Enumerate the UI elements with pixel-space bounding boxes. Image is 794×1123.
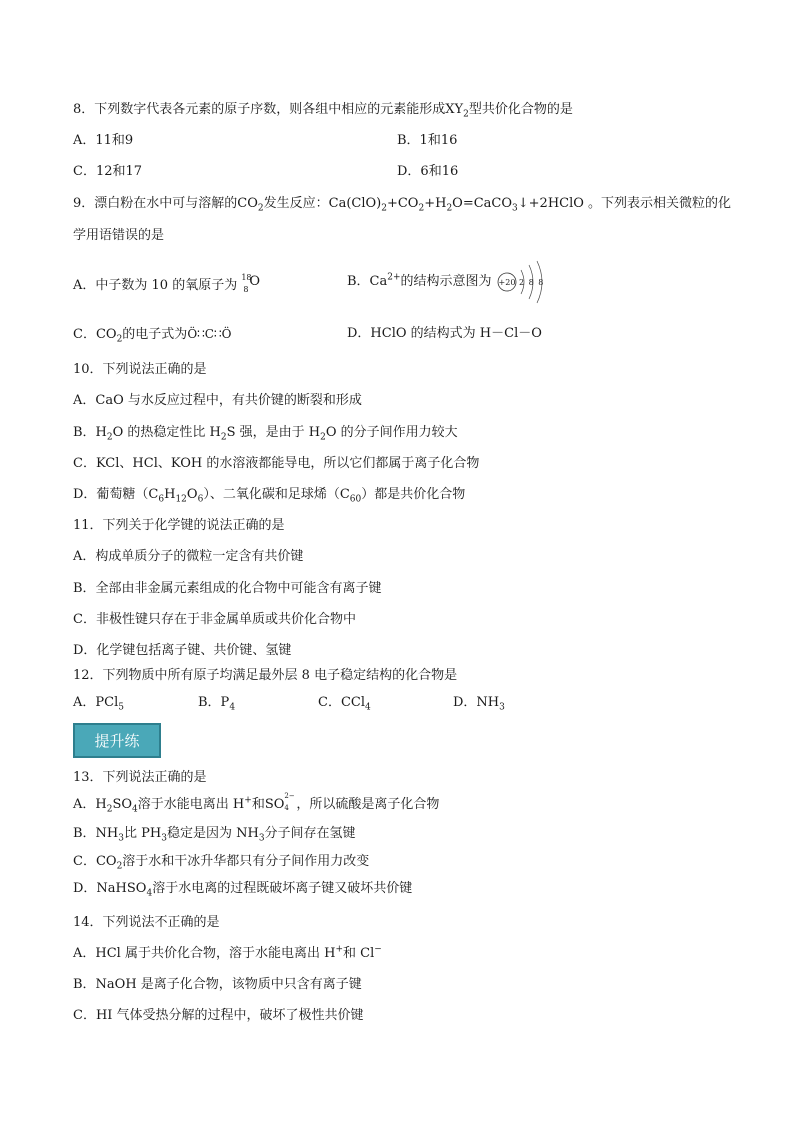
q9-option-c: C．$CO_2$的电子式为Ö∷C∷Ö <box>73 327 232 345</box>
q14-stem: 14．下列说法不正确的是 <box>73 915 220 930</box>
q10-option-a: A．CaO 与水反应过程中，有共价键的断裂和形成 <box>73 393 362 408</box>
nucleus-charge: +20 <box>498 278 516 287</box>
q10-option-c: C．KCl、HCl、KOH 的水溶液都能导电，所以它们都属于离子化合物 <box>73 456 480 471</box>
q13-stem: 13．下列说法正确的是 <box>73 770 207 785</box>
q12-option-a: A．PCl$_5$ <box>73 695 124 713</box>
section-banner: 提升练 <box>73 723 161 758</box>
q11-option-a: A．构成单质分子的微粒一定含有共价键 <box>73 549 304 564</box>
q10-option-b: B．$H_2O$ 的热稳定性比 $H_2S$ 强，是由于 $H_2O$ 的分子间作用力较大 <box>73 425 458 443</box>
q9-stem-line1: 9．漂白粉在水中可与溶解的$CO_2$发生反应：$Ca(ClO)_2+CO_2+H_2O=CaCO_3↓+2HClO$ 。下列表示相关微粒的化 <box>73 196 732 214</box>
q12-option-c: C．CCl$_4$ <box>318 695 371 713</box>
q8-option-a: A．11和9 <box>73 133 134 148</box>
q14-option-c: C．HI 气体受热分解的过程中，破坏了极性共价键 <box>73 1008 364 1023</box>
q11-option-d: D．化学键包括离子键、共价键、氢键 <box>73 643 292 658</box>
q10-stem: 10．下列说法正确的是 <box>73 362 207 377</box>
q9-option-b: B．$Ca^{2+}$的结构示意图为 <box>347 272 492 289</box>
q10-option-d: D．葡萄糖$(C_6H_{12}O_6)$、二氧化碳和足球烯$(C_{60})$都是共价化合物 <box>73 487 466 505</box>
oxygen-isotope-symbol: 18 8 O <box>241 273 261 294</box>
q11-option-c: C．非极性键只存在于非金属单质或共价化合物中 <box>73 612 356 627</box>
shell-electron-counts: 2 8 8 <box>519 278 545 287</box>
q9-option-d: D．HClO 的结构式为 H－Cl－O <box>347 326 542 341</box>
q8-stem: 8．下列数字代表各元素的原子序数，则各组中相应的元素能形成$XY_2$型共价化合物的是 <box>73 102 573 120</box>
q9-option-a: A．中子数为 10 的氧原子为 18 8 O <box>73 273 261 294</box>
q8-option-c: C．12和17 <box>73 164 143 179</box>
q11-option-b: B．全部由非金属元素组成的化合物中可能含有离子键 <box>73 581 382 596</box>
q11-stem: 11．下列关于化学键的说法正确的是 <box>73 518 285 533</box>
q13-option-a: A．$H_2SO_4$溶于水能电离出 H+和SO 2− 4 ，所以硫酸是离子化合物 <box>73 792 440 815</box>
calcium-ion-structure-diagram <box>496 260 552 304</box>
q13-option-b: B．$NH_3$比 $PH_3$稳定是因为 $NH_3$分子间存在氢键 <box>73 826 356 844</box>
q8-option-b: B．1和16 <box>397 133 458 148</box>
q9-stem-line2: 学用语错误的是 <box>73 228 165 243</box>
q12-option-b: B．$P_4$ <box>198 695 236 713</box>
co2-electron-formula: Ö∷C∷Ö <box>187 327 232 341</box>
q12-option-d: D．$NH_3$ <box>453 695 505 713</box>
q12-stem: 12．下列物质中所有原子均满足最外层 8 电子稳定结构的化合物是 <box>73 668 458 683</box>
q14-option-b: B．NaOH 是离子化合物，该物质中只含有离子键 <box>73 977 362 992</box>
q13-option-c: C．$CO_2$溶于水和干冰升华都只有分子间作用力改变 <box>73 854 370 872</box>
q13-option-d: D．NaHSO$_4$溶于水电离的过程既破坏离子键又破坏共价键 <box>73 881 413 899</box>
q8-option-d: D．6和16 <box>397 164 459 179</box>
q14-option-a: A．HCl 属于共价化合物，溶于水能电离出 H+和 Cl− <box>73 944 382 961</box>
